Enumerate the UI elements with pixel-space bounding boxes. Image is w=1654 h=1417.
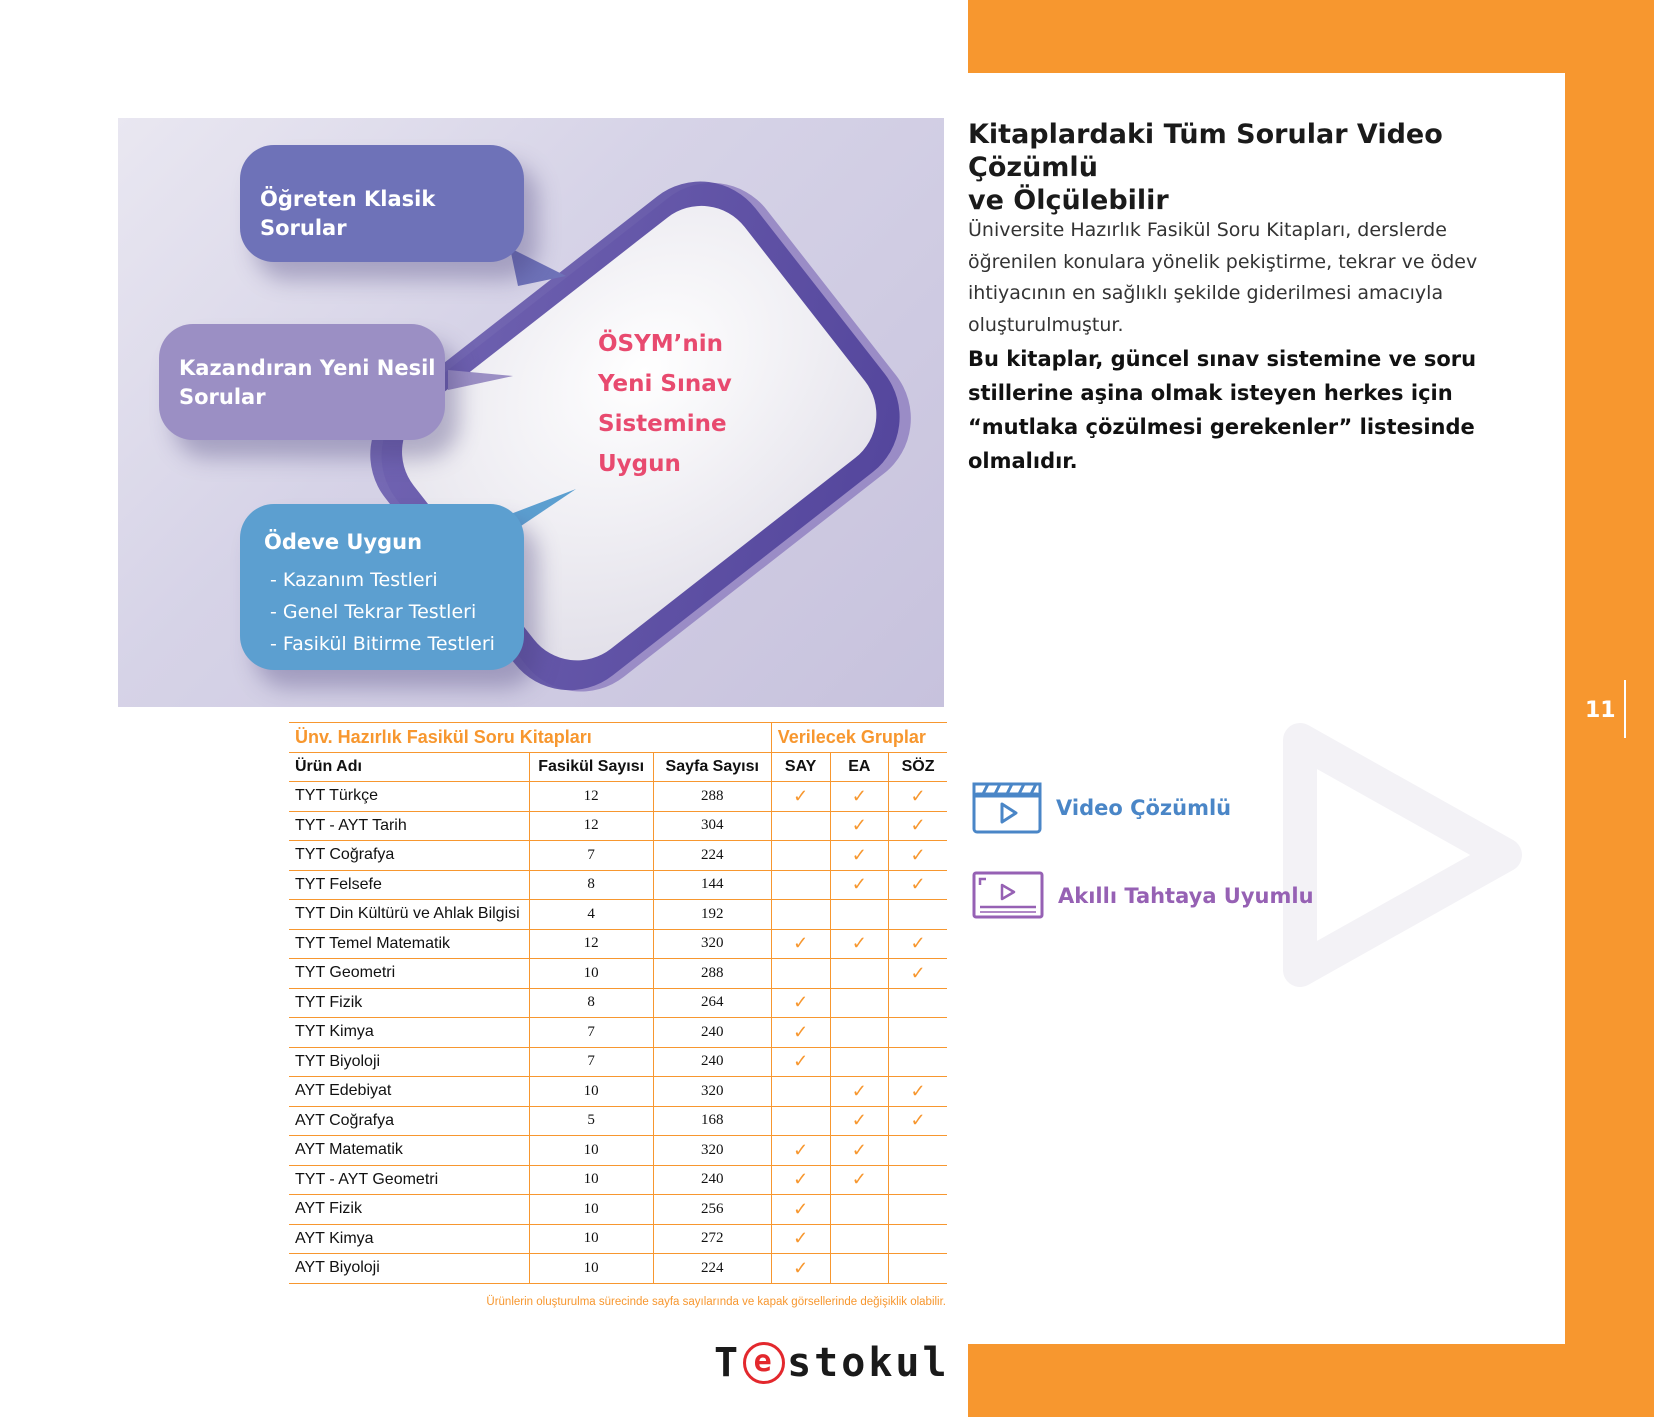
cell-page-count: 168: [653, 1106, 771, 1136]
play-watermark-icon: [1280, 720, 1530, 990]
table-row: [289, 929, 947, 959]
cell-group-say: [771, 1106, 830, 1136]
feature-board-label: Akıllı Tahtaya Uyumlu: [1058, 884, 1314, 908]
table-row: [289, 959, 947, 989]
table-row: [289, 811, 947, 841]
table-row: [289, 1254, 947, 1284]
orange-band-top: [968, 0, 1654, 73]
col-header-say: SAY: [771, 752, 830, 782]
check-icon: ✓: [910, 962, 926, 983]
table-row: [289, 988, 947, 1018]
col-header-product: Ürün Adı: [289, 752, 529, 782]
check-icon: ✓: [793, 1051, 809, 1072]
cell-page-count: 240: [653, 1018, 771, 1048]
cell-group-soz: [889, 988, 947, 1018]
cell-product-name: TYT Biyoloji: [289, 1047, 529, 1077]
cell-fascicle-count: 7: [529, 1018, 653, 1048]
check-icon: ✓: [793, 1228, 809, 1249]
check-icon: ✓: [851, 933, 867, 954]
cell-group-say: [771, 1195, 830, 1225]
cell-product-name: AYT Edebiyat: [289, 1077, 529, 1107]
col-header-fascicle: Fasikül Sayısı: [529, 752, 653, 782]
page-number: 11: [1585, 698, 1616, 723]
col-header-ea: EA: [830, 752, 889, 782]
cell-fascicle-count: 12: [529, 929, 653, 959]
table-row: [289, 870, 947, 900]
cell-group-say: [771, 900, 830, 930]
list-item: - Genel Tekrar Testleri: [270, 596, 495, 628]
cell-group-soz: [889, 959, 947, 989]
cell-product-name: AYT Matematik: [289, 1136, 529, 1166]
bubble-1-text: Öğreten Klasik Sorular: [260, 187, 436, 240]
cell-page-count: 320: [653, 1136, 771, 1166]
video-clapper-icon: [972, 782, 1042, 834]
list-item: - Kazanım Testleri: [270, 564, 495, 596]
cell-group-ea: [830, 870, 889, 900]
cell-product-name: TYT Kimya: [289, 1018, 529, 1048]
table-row: [289, 782, 947, 812]
table-row: [289, 1136, 947, 1166]
check-icon: ✓: [793, 1257, 809, 1278]
cell-group-ea: [830, 929, 889, 959]
cell-group-soz: [889, 841, 947, 871]
table-row: [289, 841, 947, 871]
cell-group-soz: [889, 1195, 947, 1225]
cell-fascicle-count: 4: [529, 900, 653, 930]
bubble-homework: [240, 504, 524, 670]
cell-fascicle-count: 12: [529, 782, 653, 812]
cell-product-name: TYT Din Kültürü ve Ahlak Bilgisi: [289, 900, 529, 930]
cell-group-ea: [830, 782, 889, 812]
cell-group-soz: [889, 782, 947, 812]
check-icon: ✓: [851, 815, 867, 836]
cell-group-ea: [830, 1165, 889, 1195]
bubble-new-generation-questions: [159, 324, 445, 440]
cell-group-say: [771, 782, 830, 812]
cell-fascicle-count: 7: [529, 1047, 653, 1077]
list-item: - Fasikül Bitirme Testleri: [270, 628, 495, 660]
check-icon: ✓: [851, 844, 867, 865]
table-row: [289, 1106, 947, 1136]
check-icon: ✓: [793, 1021, 809, 1042]
table-body: [289, 782, 947, 1284]
check-icon: ✓: [910, 1110, 926, 1131]
cell-group-say: [771, 1136, 830, 1166]
cell-fascicle-count: 10: [529, 1224, 653, 1254]
intro-paragraph: Üniversite Hazırlık Fasikül Soru Kitapları, derslerde öğrenilen konulara yönelik pekiştirme, tekrar ve ödev ihtiyacının en sağlıklı şekilde giderilmesi amacıyla oluşturulmuştur.: [968, 219, 1478, 336]
headline: Kitaplardaki Tüm Sorular Video Çözümlü ve Ölçülebilir: [968, 119, 1443, 216]
page-number-rule: [1624, 680, 1626, 738]
cell-group-ea: [830, 988, 889, 1018]
cell-product-name: AYT Kimya: [289, 1224, 529, 1254]
cell-page-count: 144: [653, 870, 771, 900]
feature-video-label: Video Çözümlü: [1056, 796, 1232, 820]
table-row: [289, 1165, 947, 1195]
logo-text-start: T: [714, 1340, 742, 1386]
cell-group-say: [771, 1254, 830, 1284]
cell-group-ea: [830, 959, 889, 989]
cell-product-name: TYT Temel Matematik: [289, 929, 529, 959]
cell-group-ea: [830, 1136, 889, 1166]
cell-group-soz: [889, 1047, 947, 1077]
cell-group-soz: [889, 1136, 947, 1166]
table-row: [289, 1018, 947, 1048]
col-header-pages: Sayfa Sayısı: [653, 752, 771, 782]
cell-group-soz: [889, 811, 947, 841]
check-icon: ✓: [910, 874, 926, 895]
check-icon: ✓: [851, 1169, 867, 1190]
cell-group-soz: [889, 900, 947, 930]
cell-fascicle-count: 8: [529, 988, 653, 1018]
col-header-soz: SÖZ: [889, 752, 947, 782]
table-row: [289, 1195, 947, 1225]
cell-group-say: [771, 929, 830, 959]
cell-page-count: 264: [653, 988, 771, 1018]
check-icon: ✓: [851, 785, 867, 806]
cell-page-count: 272: [653, 1224, 771, 1254]
cell-group-soz: [889, 1224, 947, 1254]
cell-group-say: [771, 959, 830, 989]
cell-fascicle-count: 10: [529, 1165, 653, 1195]
cell-page-count: 304: [653, 811, 771, 841]
smart-board-icon: [972, 871, 1044, 921]
cell-fascicle-count: 10: [529, 1254, 653, 1284]
bubble-2-text: Kazandıran Yeni Nesil Sorular: [179, 356, 436, 409]
check-icon: ✓: [793, 992, 809, 1013]
intro-bold-paragraph: Bu kitaplar, güncel sınav sistemine ve soru stillerine aşina olmak isteyen herkes için “mutlaka çözülmesi gerekenler” listesinde olmalıdır.: [968, 347, 1477, 473]
table-row: [289, 1224, 947, 1254]
table-group-title: Ünv. Hazırlık Fasikül Soru Kitapları: [289, 723, 771, 753]
cell-fascicle-count: 12: [529, 811, 653, 841]
check-icon: ✓: [910, 815, 926, 836]
feature-smart-board: [972, 871, 1314, 921]
cell-page-count: 288: [653, 959, 771, 989]
cell-group-soz: [889, 1106, 947, 1136]
cell-group-ea: [830, 1077, 889, 1107]
cell-group-say: [771, 1165, 830, 1195]
cell-group-ea: [830, 1254, 889, 1284]
cell-page-count: 240: [653, 1047, 771, 1077]
check-icon: ✓: [793, 933, 809, 954]
cell-group-say: [771, 1047, 830, 1077]
cell-product-name: TYT Felsefe: [289, 870, 529, 900]
cell-group-ea: [830, 811, 889, 841]
cell-page-count: 224: [653, 841, 771, 871]
cell-group-say: [771, 1018, 830, 1048]
cell-group-soz: [889, 1018, 947, 1048]
cell-product-name: TYT Coğrafya: [289, 841, 529, 871]
bubble-3-title: Ödeve Uygun: [264, 530, 423, 554]
cell-group-soz: [889, 870, 947, 900]
cell-product-name: TYT - AYT Geometri: [289, 1165, 529, 1195]
cell-fascicle-count: 10: [529, 1136, 653, 1166]
cell-group-ea: [830, 900, 889, 930]
footnote: Ürünlerin oluşturulma sürecinde sayfa sayılarında ve kapak görsellerinde değişiklik olabilir.: [486, 1296, 946, 1308]
check-icon: ✓: [851, 1110, 867, 1131]
cell-product-name: AYT Fizik: [289, 1195, 529, 1225]
cell-page-count: 224: [653, 1254, 771, 1284]
table-groups-title: Verilecek Gruplar: [771, 723, 947, 753]
cell-group-ea: [830, 1195, 889, 1225]
table-row: [289, 1047, 947, 1077]
cell-product-name: TYT Türkçe: [289, 782, 529, 812]
feature-video-solutions: [972, 782, 1231, 834]
cell-group-soz: [889, 929, 947, 959]
cell-group-soz: [889, 1254, 947, 1284]
cell-group-say: [771, 841, 830, 871]
cell-page-count: 256: [653, 1195, 771, 1225]
cell-product-name: AYT Coğrafya: [289, 1106, 529, 1136]
speech-bubble-illustration: [118, 118, 944, 707]
center-bubble-text: ÖSYM’nin Yeni Sınav Sistemine Uygun: [598, 331, 732, 477]
check-icon: ✓: [851, 1080, 867, 1101]
cell-group-ea: [830, 1224, 889, 1254]
logo-text-end: stokul: [787, 1340, 950, 1386]
cell-group-ea: [830, 1106, 889, 1136]
cell-product-name: TYT Geometri: [289, 959, 529, 989]
cell-group-say: [771, 1077, 830, 1107]
cell-fascicle-count: 10: [529, 959, 653, 989]
cell-fascicle-count: 10: [529, 1195, 653, 1225]
check-icon: ✓: [851, 1139, 867, 1160]
check-icon: ✓: [793, 1198, 809, 1219]
logo-circled-letter: e: [743, 1342, 785, 1384]
check-icon: ✓: [851, 874, 867, 895]
check-icon: ✓: [910, 785, 926, 806]
testokul-logo: [714, 1340, 950, 1386]
cell-page-count: 192: [653, 900, 771, 930]
cell-group-ea: [830, 1047, 889, 1077]
bubble-classic-questions: [240, 145, 524, 262]
cell-product-name: TYT - AYT Tarih: [289, 811, 529, 841]
cell-group-say: [771, 870, 830, 900]
cell-page-count: 320: [653, 929, 771, 959]
cell-group-soz: [889, 1077, 947, 1107]
cell-fascicle-count: 10: [529, 1077, 653, 1107]
cell-group-ea: [830, 1018, 889, 1048]
cell-group-soz: [889, 1165, 947, 1195]
cell-fascicle-count: 5: [529, 1106, 653, 1136]
cell-page-count: 288: [653, 782, 771, 812]
table-row: [289, 900, 947, 930]
cell-group-say: [771, 811, 830, 841]
check-icon: ✓: [910, 1080, 926, 1101]
cell-page-count: 320: [653, 1077, 771, 1107]
check-icon: ✓: [910, 844, 926, 865]
table-row: [289, 1077, 947, 1107]
cell-fascicle-count: 7: [529, 841, 653, 871]
cell-group-say: [771, 988, 830, 1018]
cell-product-name: TYT Fizik: [289, 988, 529, 1018]
orange-band-bottom: [968, 1344, 1654, 1417]
cell-group-ea: [830, 841, 889, 871]
check-icon: ✓: [793, 785, 809, 806]
cell-product-name: AYT Biyoloji: [289, 1254, 529, 1284]
cell-fascicle-count: 8: [529, 870, 653, 900]
check-icon: ✓: [793, 1169, 809, 1190]
check-icon: ✓: [793, 1139, 809, 1160]
cell-group-say: [771, 1224, 830, 1254]
bubble-3-list: [270, 564, 495, 660]
product-table: [289, 722, 947, 1284]
check-icon: ✓: [910, 933, 926, 954]
cell-page-count: 240: [653, 1165, 771, 1195]
